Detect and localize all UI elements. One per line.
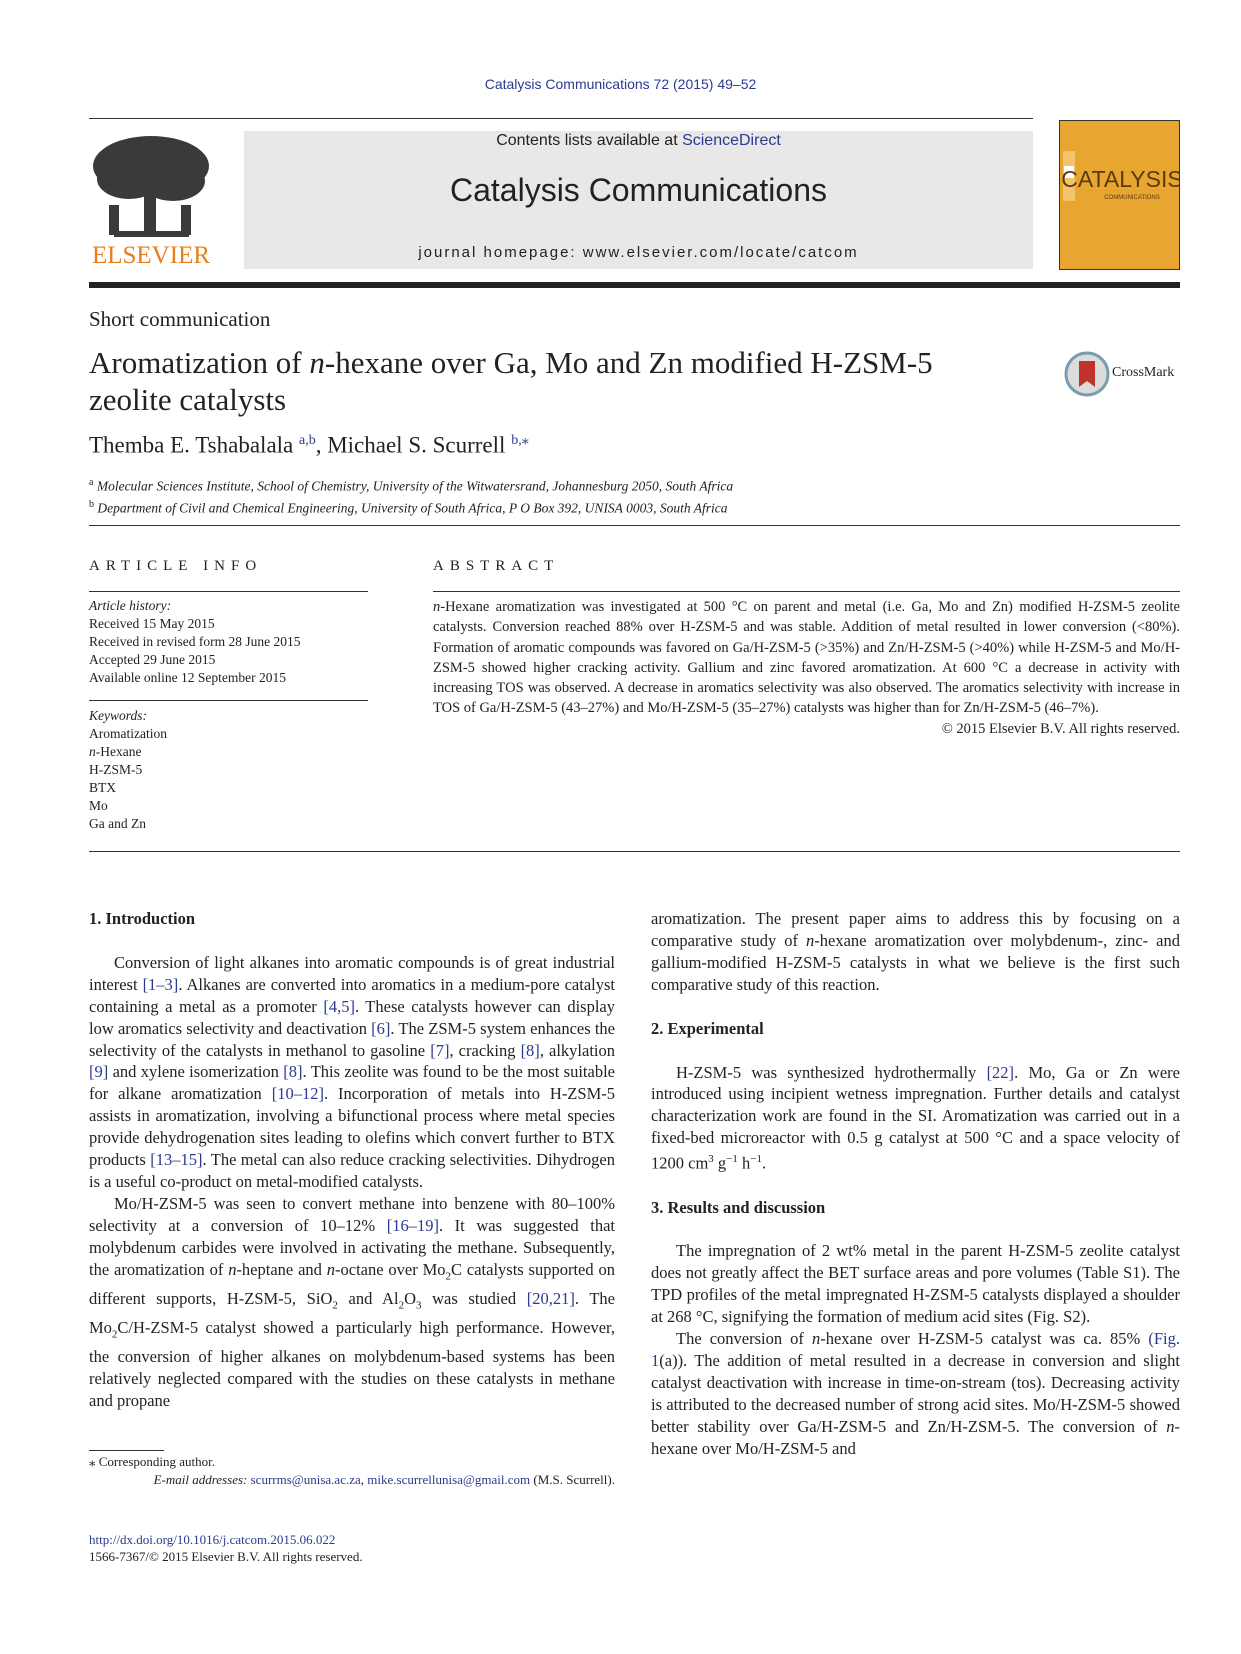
text-run: C/H-ZSM-5 catalyst showed a particularly high performance. However, the conversion of higher alkanes on molybdenum-based systems has been relatively neglected compared with the studies on these catalysts in methane and propane — [89, 1318, 615, 1411]
text-run: Mo/H-ZSM-5 was seen to convert methane into benzene with 80–100% selectivity at a conversion of 10–12% — [89, 1193, 615, 1235]
reference-link[interactable]: [1–3] — [142, 974, 179, 994]
text-run: and Al — [337, 1288, 399, 1308]
author-separator: , — [315, 432, 328, 458]
title-part2: -hexane over Ga, Mo and Zn modified H-ZSM-5 — [324, 345, 933, 380]
text-run: -octane over Mo — [335, 1259, 446, 1279]
reference-link[interactable]: [20,21] — [526, 1288, 575, 1308]
paragraph-intro-2 — [89, 1193, 615, 1412]
text-run: H-ZSM-5 was synthesized hydrothermally — [676, 1062, 987, 1082]
history-item: Available online 12 September 2015 — [89, 670, 286, 685]
journal-cover — [1059, 120, 1180, 270]
article-info-heading: ARTICLE INFO — [89, 558, 263, 574]
doi-block — [89, 1531, 363, 1565]
text-run: and xylene isomerization — [108, 1062, 284, 1082]
history-item: Received 15 May 2015 — [89, 616, 215, 631]
superscript: −1 — [750, 1153, 762, 1166]
contents-prefix: Contents lists available at — [496, 132, 683, 149]
abstract-italic: n — [433, 599, 441, 615]
paragraph-results-2 — [651, 1328, 1180, 1459]
text-run: . Mo, Ga or Zn were introduced using incipient wetness impregnation. Further details and catalyst characterization work are found in the SI. Aromatization was carried out in a fixed-bed microreactor with 0.5 g catalyst at 500 °C and a space velocity of 1200 cm — [651, 1062, 1180, 1173]
keyword: Mo — [89, 798, 108, 813]
journal-name: Catalysis Communications — [449, 172, 827, 208]
history-label: Article history: — [89, 598, 172, 613]
subscript: 2 — [445, 1269, 452, 1282]
text-run: The conversion of — [676, 1329, 812, 1349]
email-link-2[interactable]: mike.scurrellunisa@gmail.com — [367, 1472, 531, 1487]
history-item: Received in revised form 28 June 2015 — [89, 634, 301, 649]
superscript: −1 — [726, 1153, 738, 1166]
section-heading-introduction: 1. Introduction — [89, 909, 196, 928]
crossmark-icon — [1064, 351, 1110, 397]
footnote-rule — [89, 1450, 164, 1451]
rule — [89, 851, 1180, 852]
cover-art — [1060, 121, 1179, 269]
keyword: Aromatization — [89, 726, 167, 741]
abstract-copyright: © 2015 Elsevier B.V. All rights reserved. — [941, 720, 1180, 737]
text-run: . — [761, 1153, 767, 1173]
reference-link[interactable]: [8] — [283, 1062, 303, 1082]
affiliation-b — [89, 496, 733, 518]
doi-link[interactable]: http://dx.doi.org/10.1016/j.catcom.2015.06.022 — [89, 1532, 336, 1547]
text-run: , cracking — [449, 1040, 521, 1060]
masthead-thick-rule — [89, 282, 1180, 288]
reference-link[interactable]: [9] — [89, 1062, 109, 1082]
italic-text: n — [806, 930, 815, 950]
reference-link[interactable]: [7] — [430, 1040, 450, 1060]
reference-link[interactable]: [22] — [986, 1062, 1015, 1082]
email-link-1[interactable]: scurrms@unisa.ac.za — [250, 1472, 361, 1487]
abstract-heading: ABSTRACT — [433, 558, 560, 574]
authors — [89, 432, 529, 459]
author-1[interactable]: Themba E. Tshabalala — [89, 432, 299, 458]
text-run: . This zeolite was found to be the most suitable for alkane aromatization — [89, 1062, 615, 1104]
keyword: BTX — [89, 780, 116, 795]
keyword: H-ZSM-5 — [89, 762, 143, 777]
text-run: -hexane over Mo/H-ZSM-5 and — [651, 1416, 1180, 1458]
abstract-paragraph: -Hexane aromatization was investigated at 500 °C on parent and metal (i.e. Ga, Mo and Zn) modified H-ZSM-5 zeolite catalysts. Conversion reached 88% over H-ZSM-5 and was stable. Addition of metal resulted in lower conversion (<80%). Formation of aromatic compounds was favored on Ga/H-ZSM-5 (>35%) and Zn/H-ZSM-5 (>40%) while H-ZSM-5 and Mo/H-ZSM-5 showed higher cracking activity. Gallium and zinc favored aromatization. At 600 °C a decrease in activity with increasing TOS was observed. A decrease in aromatics selectivity was also observed. The aromatics selectivity with increase in TOS of Ga/H-ZSM-5 (43–27%) and Mo/H-ZSM-5 (35–27%) catalysts was higher than for Zn/H-ZSM-5 (46–7%). — [433, 599, 1180, 717]
issn-line: 1566-7367/© 2015 Elsevier B.V. All rights reserved. — [89, 1549, 363, 1564]
text-run: . Alkanes are converted into aromatics in a medium-pore catalyst containing a metal as a promoter — [89, 974, 615, 1016]
rule — [89, 591, 368, 592]
text-run: , alkylation — [539, 1040, 615, 1060]
article-history — [89, 597, 300, 687]
elsevier-tree-icon — [89, 131, 214, 271]
subscript: 2 — [398, 1299, 405, 1312]
email-separator: , — [360, 1472, 368, 1487]
section-heading-results: 3. Results and discussion — [651, 1197, 826, 1217]
rule — [89, 525, 1180, 526]
author-1-affil[interactable]: a,b — [299, 433, 316, 448]
text-run: . These catalysts however can display low aromatics selectivity and deactivation — [89, 996, 615, 1038]
text-run: Conversion of light alkanes into aromatic compounds is of great industrial interest — [89, 952, 615, 994]
text-run: . The ZSM-5 system enhances the selectivity of the catalysts in methanol to gasoline — [89, 1018, 616, 1060]
abstract-body — [433, 597, 1180, 739]
italic-text: n — [1166, 1416, 1175, 1436]
svg-text:ELSEVIER: ELSEVIER — [91, 242, 211, 269]
body-column-right — [651, 908, 1180, 1460]
section-heading-experimental: 2. Experimental — [651, 1018, 764, 1038]
text-run: -hexane aromatization over molybdenum-, zinc- and gallium-modified H-ZSM-5 catalysts in what we believe is the first such comparative study of this reaction. — [651, 930, 1180, 994]
masthead-rule — [89, 118, 1033, 119]
sciencedirect-link[interactable]: ScienceDirect — [682, 132, 781, 149]
rule — [433, 591, 1180, 592]
reference-link[interactable]: (Fig. 1 — [651, 1329, 1180, 1370]
reference-link[interactable]: [13–15] — [150, 1150, 203, 1170]
subscript: 2 — [111, 1328, 118, 1341]
subscript: 3 — [415, 1299, 422, 1312]
crossmark-label: CrossMark — [1112, 365, 1175, 380]
contents-line — [244, 132, 1033, 150]
paragraph-intro-3 — [651, 908, 1180, 996]
affil-text: Department of Civil and Chemical Engineering, University of South Africa, P O Box 392, UNISA 0003, South Africa — [97, 500, 728, 515]
keyword: n-Hexane — [89, 744, 142, 759]
corresponding-note — [89, 1453, 615, 1471]
superscript: 3 — [708, 1153, 714, 1166]
text-run: aromatization. The present paper aims to address this by focusing on a comparative study of — [651, 909, 1180, 950]
title-italic: n — [309, 345, 325, 380]
affil-sup: b — [89, 498, 94, 510]
text-run: . Incorporation of metals into H-ZSM-5 assists in aromatization, involving a bifunctional process where metal species provide dehydrogenation sites leading to olefins which convert further to BTX products — [89, 1084, 615, 1170]
article-type: Short communication — [89, 307, 271, 331]
paragraph-experimental — [651, 1062, 1180, 1175]
title-part1: Aromatization of — [89, 345, 310, 380]
text-run: C catalysts supported on different supports, H-ZSM-5, SiO — [89, 1259, 615, 1308]
body-column-left — [89, 908, 615, 1412]
affiliations — [89, 474, 733, 517]
keyword: Ga and Zn — [89, 816, 146, 831]
corresponding-star[interactable]: ⁎ — [521, 433, 529, 448]
footnote — [89, 1453, 615, 1489]
text-run: was studied — [421, 1288, 527, 1308]
cover-subtitle: COMMUNICATIONS — [1104, 195, 1160, 201]
keywords-label: Keywords: — [89, 708, 147, 723]
email-label: E-mail addresses: — [153, 1472, 251, 1487]
affil-sup: a — [89, 477, 94, 488]
journal-homepage[interactable]: journal homepage: www.elsevier.com/locate/catcom — [418, 244, 859, 261]
keywords — [89, 707, 167, 833]
email-line — [89, 1471, 615, 1489]
footnote-corresponding: Corresponding author. — [95, 1454, 216, 1469]
reference-link[interactable]: [6] — [371, 1018, 391, 1038]
email-suffix: (M.S. Scurrell). — [530, 1472, 615, 1487]
reference-link[interactable]: [10–12] — [271, 1084, 324, 1104]
rule — [89, 700, 368, 701]
journal-banner — [244, 131, 1033, 269]
subscript: 2 — [332, 1299, 338, 1312]
text-run: (a)). The addition of metal resulted in a decrease in conversion and slight catalyst deactivation with increase in time-on-stream (tos). Decreasing activity is attributed to the decreased number of strong acid sites. Mo/H-ZSM-5 showed better stability over Ga/H-ZSM-5 and Zn/H-ZSM-5. The conversion of — [651, 1351, 1180, 1436]
text-run: . The metal can also reduce cracking selectivities. Dihydrogen is a useful co-product on metal-modified catalysts. — [89, 1150, 615, 1191]
reference-link[interactable]: [8] — [520, 1040, 540, 1060]
cover-title: CATALYSIS — [1061, 166, 1179, 192]
affiliation-a — [89, 474, 733, 496]
journal-citation-link[interactable]: Catalysis Communications 72 (2015) 49–52 — [484, 76, 757, 92]
text-run: O — [404, 1288, 416, 1308]
article-title — [89, 344, 989, 418]
reference-link[interactable]: [16–19] — [386, 1215, 439, 1235]
text-run: -hexane over H-ZSM-5 catalyst was ca. 85% — [820, 1329, 1149, 1349]
reference-link[interactable]: [4,5] — [323, 996, 355, 1016]
author-2[interactable]: Michael S. Scurrell — [327, 432, 512, 458]
text-run: -heptane and — [236, 1259, 327, 1279]
paragraph-intro-1 — [89, 952, 615, 1193]
italic-text: n — [811, 1329, 821, 1349]
text-run: g — [713, 1153, 727, 1173]
history-item: Accepted 29 June 2015 — [89, 652, 216, 667]
text-run: . It was suggested that molybdenum carbides were involved in activating the methane. Subsequently, the aromatization of — [89, 1215, 615, 1279]
footnote-star: ⁎ — [89, 1454, 96, 1469]
paragraph-results-1: The impregnation of 2 wt% metal in the parent H-ZSM-5 zeolite catalyst does not greatly affect the BET surface areas and pore volumes (Table S1). The TPD profiles of the metal impregnated H-ZSM-5 catalysts displayed a shoulder at 268 °C, signifying the formation of medium acid sites (Fig. S2). — [651, 1241, 1180, 1327]
title-line2: zeolite catalysts — [89, 382, 287, 417]
affil-text: Molecular Sciences Institute, School of Chemistry, University of the Witwatersrand, Johannesburg 2050, South Africa — [96, 478, 734, 494]
text-run: h — [737, 1153, 751, 1173]
crossmark-button[interactable] — [1064, 351, 1182, 397]
italic-text: n — [326, 1259, 336, 1279]
text-run: . The Mo — [89, 1288, 615, 1337]
abstract-text — [433, 597, 1180, 719]
italic-text: n — [228, 1259, 237, 1279]
author-2-affil[interactable]: b, — [511, 433, 522, 448]
elsevier-logo — [89, 131, 214, 271]
